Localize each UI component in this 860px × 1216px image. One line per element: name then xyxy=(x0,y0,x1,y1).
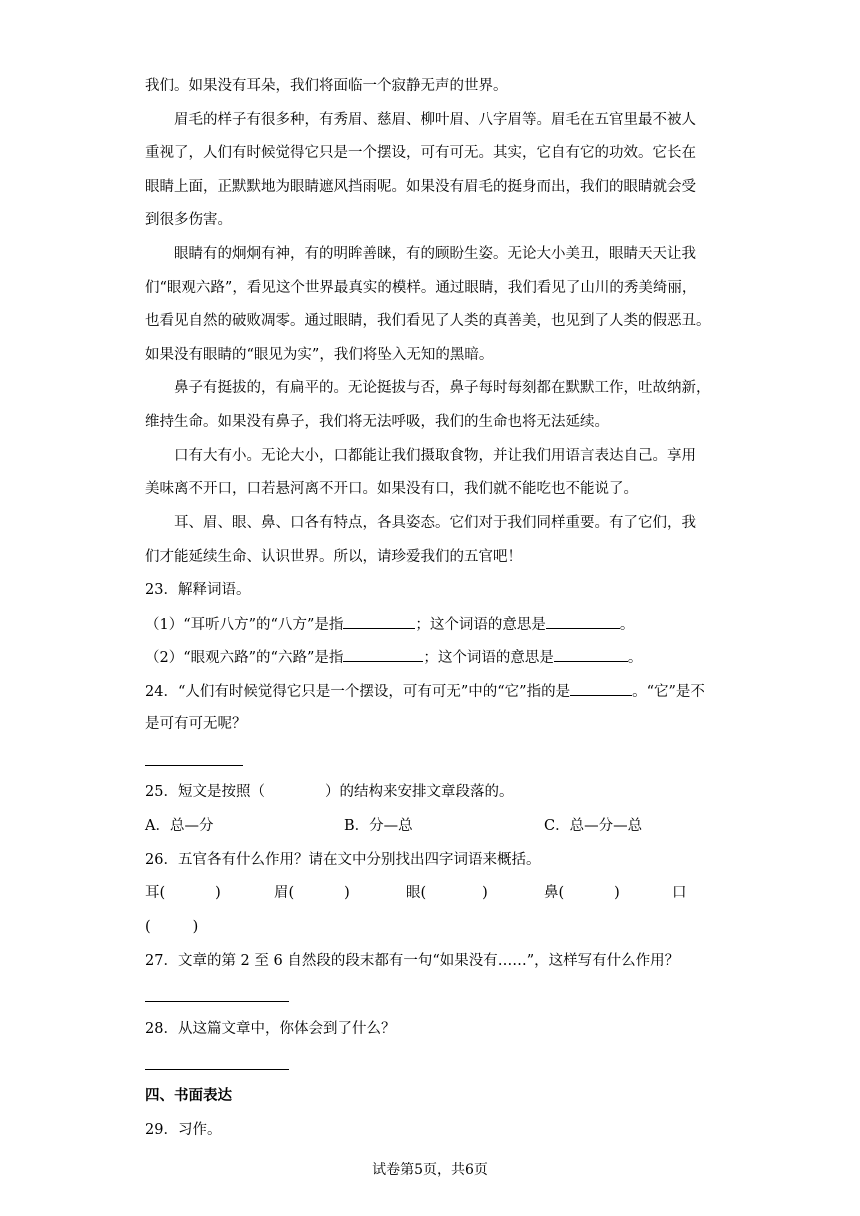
fill-blank[interactable] xyxy=(546,614,620,629)
question-text: ）的结构来安排文章段落的。 xyxy=(324,784,514,800)
question-23-part-2 xyxy=(145,647,642,668)
passage-line: 也看见自然的破败凋零。通过眼睛，我们看见了人类的真善美，也见到了人类的假恶丑。 xyxy=(145,313,711,329)
q26-brow-item xyxy=(274,883,350,903)
passage-line: 耳、眉、眼、鼻、口各有特点，各具姿态。它们对于我们同样重要。有了它们，我 xyxy=(174,515,696,531)
question-26-stem: 26．五官各有什么作用？请在文中分别找出四字词语来概括。 xyxy=(145,852,541,868)
item-label: ) xyxy=(482,885,488,901)
passage-line: 们“眼观六路”，看见这个世界最真实的模样。通过眼睛，我们看见了山川的秀美绮丽， xyxy=(145,280,697,296)
item-label: ) xyxy=(192,919,199,935)
question-23-stem: 23．解释词语。 xyxy=(145,582,251,598)
question-29-stem: 29．习作。 xyxy=(145,1122,222,1138)
item-label: 耳( xyxy=(145,885,166,901)
question-24-line-2: 是可有可无呢？ xyxy=(145,716,247,732)
section-heading: 四、书面表达 xyxy=(145,1087,232,1104)
question-28-stem: 28．从这篇文章中，你体会到了什么？ xyxy=(145,1021,396,1037)
answer-line[interactable] xyxy=(145,765,243,766)
fill-blank[interactable] xyxy=(554,647,628,662)
question-23-part-1 xyxy=(145,614,634,635)
item-label: 鼻( xyxy=(544,885,565,901)
item-label: ) xyxy=(215,885,221,901)
q26-mouth-item: 口 xyxy=(672,885,687,901)
q26-eye-item xyxy=(406,883,488,903)
item-label: 眉( xyxy=(274,885,295,901)
passage-line: 美味离不开口，口若悬河离不开口。如果没有口，我们就不能吃也不能说了。 xyxy=(145,481,638,497)
question-27-stem: 27．文章的第 2 至 6 自然段的段末都有一句“如果没有……”，这样写有什么作用？ xyxy=(145,953,680,969)
option-b[interactable]: B．分—总 xyxy=(344,818,413,834)
q26-mouth-answer xyxy=(145,917,198,937)
item-label: ( xyxy=(145,919,151,935)
fill-blank[interactable] xyxy=(343,614,415,629)
passage-line: 眉毛的样子有很多种，有秀眉、慈眉、柳叶眉、八字眉等。眉毛在五官里最不被人 xyxy=(174,112,696,128)
option-a[interactable]: A．总—分 xyxy=(145,818,214,834)
option-c[interactable]: C．总—分—总 xyxy=(544,818,643,834)
item-label: 眼( xyxy=(406,885,427,901)
answer-line[interactable] xyxy=(145,1069,289,1070)
question-text: 24．“人们有时候觉得它只是一个摆设，可有可无”中的“它”指的是 xyxy=(145,684,571,700)
question-text: 。 xyxy=(627,650,643,666)
question-text: ；这个词语的意思是 xyxy=(415,617,546,633)
passage-line: 鼻子有挺拔的，有扁平的。无论挺拔与否，鼻子每时每刻都在默默工作，吐故纳新， xyxy=(174,380,711,396)
passage-line: 眼睛上面，正默默地为眼睛遮风挡雨呢。如果没有眉毛的挺身而出，我们的眼睛就会受 xyxy=(145,179,696,195)
passage-line: 重视了，人们有时候觉得它只是一个摆设，可有可无。其实，它自有它的功效。它长在 xyxy=(145,145,696,161)
passage-line: 如果没有眼睛的“眼见为实”，我们将坠入无知的黑暗。 xyxy=(145,347,494,363)
question-text: 。“它”是不 xyxy=(632,684,705,700)
question-24-line-1 xyxy=(145,681,705,702)
page-footer: 试卷第5页，共6页 xyxy=(372,1162,488,1178)
q26-nose-item xyxy=(544,883,620,903)
question-text: （1）“耳听八方”的“八方”是指 xyxy=(145,617,344,633)
question-text: 。 xyxy=(619,617,635,633)
passage-line: 到很多伤害。 xyxy=(145,212,232,228)
question-text: （2）“眼观六路”的“六路”是指 xyxy=(145,650,344,666)
item-label: ) xyxy=(344,885,350,901)
answer-line[interactable] xyxy=(145,1001,289,1002)
question-text: ；这个词语的意思是 xyxy=(423,650,554,666)
fill-blank[interactable] xyxy=(343,647,423,662)
passage-line: 们才能延续生命、认识世界。所以，请珍爱我们的五官吧！ xyxy=(145,549,522,565)
passage-line: 维持生命。如果没有鼻子，我们将无法呼吸，我们的生命也将无法延续。 xyxy=(145,414,609,430)
question-25-stem xyxy=(145,782,513,802)
passage-line: 眼睛有的炯炯有神，有的明眸善睐，有的顾盼生姿。无论大小美丑，眼睛天天让我 xyxy=(174,246,696,262)
question-text: 25．短文是按照（ xyxy=(145,784,265,800)
item-label: ) xyxy=(614,885,620,901)
passage-line: 口有大有小。无论大小，口都能让我们摄取食物，并让我们用语言表达自己。享用 xyxy=(174,448,696,464)
passage-line: 我们。如果没有耳朵，我们将面临一个寂静无声的世界。 xyxy=(145,78,508,94)
fill-blank[interactable] xyxy=(570,681,632,696)
q26-ear-item xyxy=(145,883,221,903)
